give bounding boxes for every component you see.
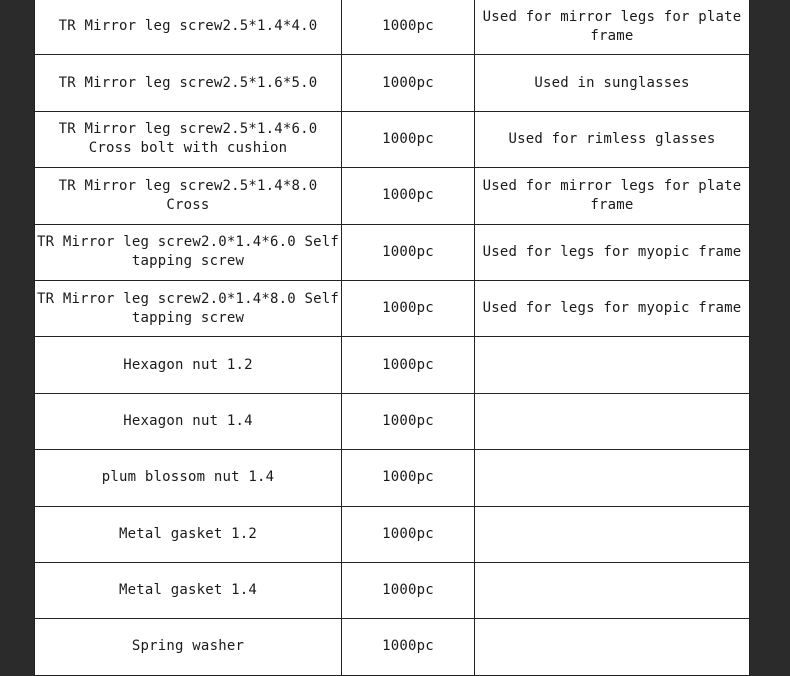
usage-cell (475, 450, 750, 506)
part-name-cell: TR Mirror leg screw2.0*1.4*8.0 Self tapping screw (35, 280, 342, 336)
usage-cell: Used for legs for myopic frame (475, 224, 750, 280)
quantity-cell: 1000pc (342, 450, 475, 506)
quantity-cell: 1000pc (342, 562, 475, 618)
table-row (35, 168, 750, 224)
table-row (35, 450, 750, 506)
table-row (35, 0, 750, 55)
table-row (35, 506, 750, 562)
quantity-cell: 1000pc (342, 393, 475, 449)
table-row (35, 111, 750, 167)
table-row (35, 280, 750, 336)
part-name-cell: TR Mirror leg screw2.5*1.4*4.0 (35, 0, 342, 55)
part-name-cell: plum blossom nut 1.4 (35, 450, 342, 506)
usage-cell: Used for mirror legs for plate frame (475, 0, 750, 55)
part-name-cell: TR Mirror leg screw2.5*1.4*6.0 Cross bolt with cushion (35, 111, 342, 167)
quantity-cell: 1000pc (342, 506, 475, 562)
usage-cell (475, 393, 750, 449)
parts-table (34, 0, 750, 676)
usage-cell: Used for legs for myopic frame (475, 280, 750, 336)
quantity-cell: 1000pc (342, 224, 475, 280)
parts-table-sheet (34, 0, 749, 676)
part-name-cell: TR Mirror leg screw2.0*1.4*6.0 Self tapping screw (35, 224, 342, 280)
usage-cell (475, 619, 750, 675)
part-name-cell: Metal gasket 1.2 (35, 506, 342, 562)
part-name-cell: TR Mirror leg screw2.5*1.6*5.0 (35, 55, 342, 111)
part-name-cell: Metal gasket 1.4 (35, 562, 342, 618)
table-row (35, 224, 750, 280)
part-name-cell: Hexagon nut 1.2 (35, 337, 342, 393)
quantity-cell: 1000pc (342, 619, 475, 675)
table-row (35, 562, 750, 618)
table-row (35, 619, 750, 675)
part-name-cell: Hexagon nut 1.4 (35, 393, 342, 449)
part-name-cell: Spring washer (35, 619, 342, 675)
quantity-cell: 1000pc (342, 55, 475, 111)
usage-cell: Used for mirror legs for plate frame (475, 168, 750, 224)
table-row (35, 393, 750, 449)
quantity-cell: 1000pc (342, 168, 475, 224)
table-row (35, 55, 750, 111)
usage-cell (475, 562, 750, 618)
part-name-cell: TR Mirror leg screw2.5*1.4*8.0 Cross (35, 168, 342, 224)
usage-cell: Used for rimless glasses (475, 111, 750, 167)
usage-cell (475, 337, 750, 393)
quantity-cell: 1000pc (342, 0, 475, 55)
table-row (35, 337, 750, 393)
usage-cell (475, 506, 750, 562)
quantity-cell: 1000pc (342, 111, 475, 167)
quantity-cell: 1000pc (342, 280, 475, 336)
quantity-cell: 1000pc (342, 337, 475, 393)
usage-cell: Used in sunglasses (475, 55, 750, 111)
